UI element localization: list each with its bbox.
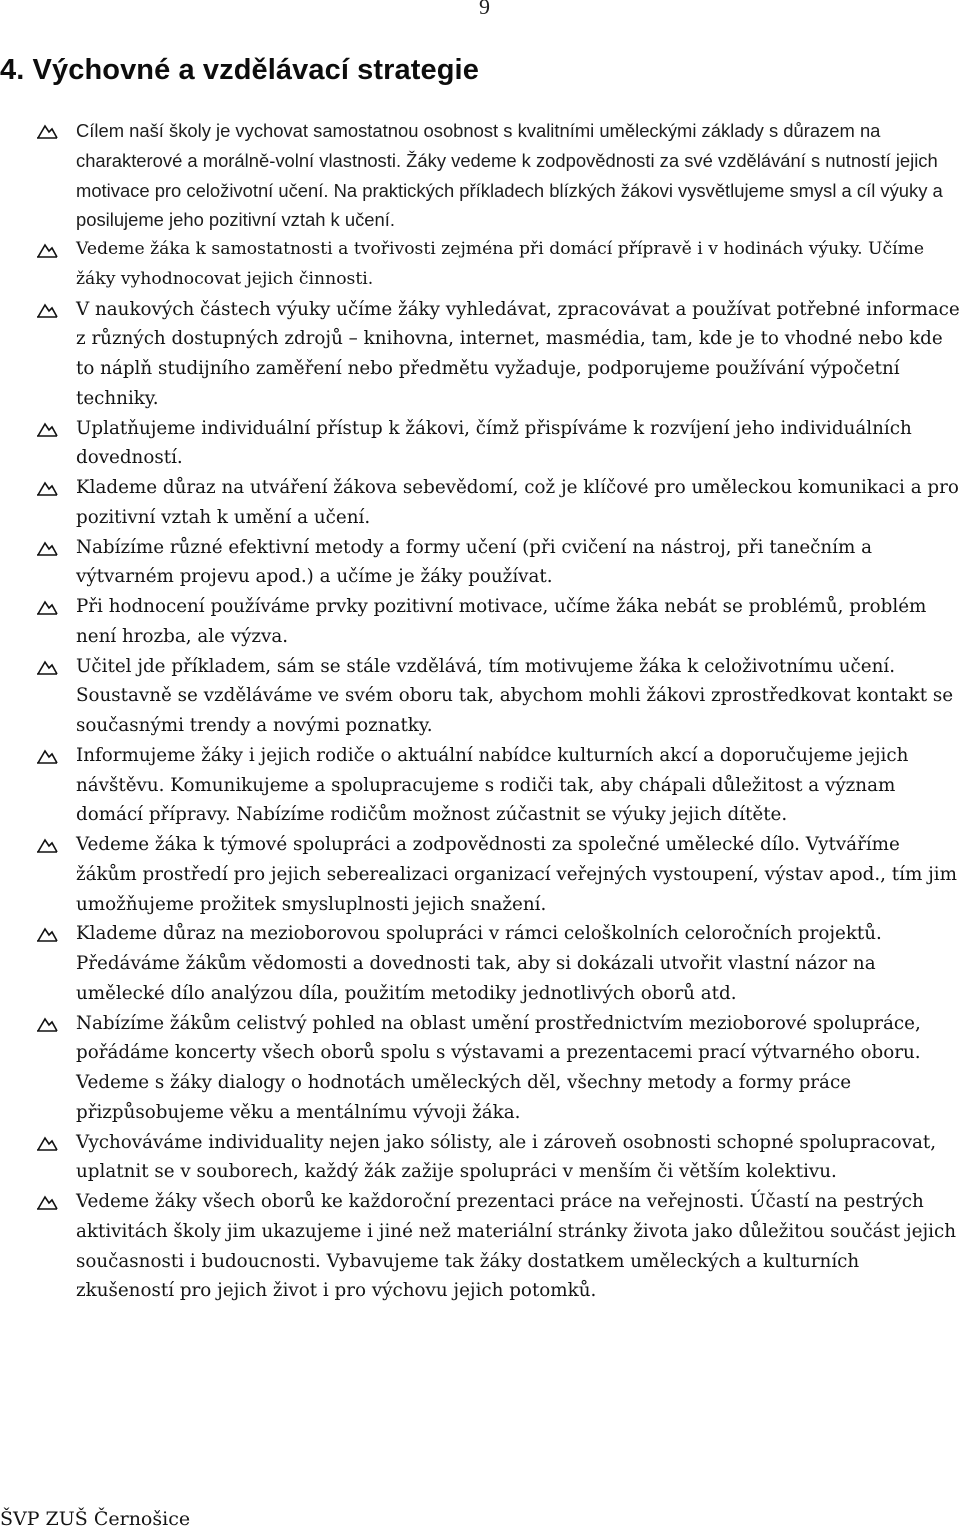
strategy-item [0, 1128, 960, 1188]
strategy-item [0, 116, 960, 235]
strategy-text: Nabízíme žákům celistvý pohled na oblast umění prostřednictvím mezioborové spolupráce, pořádáme koncerty všech oborů spolu s výstavami a prezentacemi prací výtvarného oboru. Vedeme s žáky dialogy o hodnotách uměleckých děl, všechny metody a formy práce přizpůsobujeme věku a mentálnímu vývoji žáka. [76, 1012, 921, 1123]
strategy-item [0, 830, 960, 919]
strategy-item [0, 235, 960, 295]
mountain-icon [36, 299, 58, 319]
strategy-text: Při hodnocení používáme prvky pozitivní motivace, učíme žáka nebát se problémů, problém není hrozba, ale výzva. [76, 596, 927, 647]
strategy-text: Klademe důraz na mezioborovou spolupráci v rámci celoškolních celoročních projektů. Předáváme žákům vědomosti a dovednosti tak, aby si dokázali utvořit vlastní názor na umělecké dílo analýzou díla, použitím metodiky jednotlivých oborů atd. [76, 923, 882, 1004]
page-number: 9 [479, 0, 490, 19]
section-heading: 4. Výchovné a vzdělávací strategie [0, 54, 479, 86]
mountain-icon [36, 239, 58, 259]
strategy-text: Vedeme žáky všech oborů ke každoroční prezentaci práce na veřejnosti. Účastí na pestrých aktivitách školy jim ukazujeme i jiné než materiální stránky života jako důležitou součást jejich současnosti i budoucnosti. Vybavujeme tak žáky dostatkem uměleckých a kulturních zkušeností pro jejich život i pro výchovu jejich potomků. [76, 1191, 957, 1302]
strategy-text: Vedeme žáka k týmové spolupráci a zodpovědnosti za společné umělecké dílo. Vytváříme žákům prostředí pro jejich seberealizaci organizací veřejných vystoupení, výstav apod., tím jim umožňujeme prožitek smysluplnosti jejich snažení. [76, 834, 957, 915]
strategy-item [0, 414, 960, 474]
strategy-item [0, 592, 960, 652]
mountain-icon [36, 834, 58, 854]
strategy-item [0, 741, 960, 830]
strategy-text: Učitel jde příkladem, sám se stále vzdělává, tím motivujeme žáka k celoživotnímu učení. Soustavně se vzděláváme ve svém oboru tak, abychom mohli žákovi zprostředkovat kontakt se současnými trendy a novými poznatky. [76, 655, 954, 736]
mountain-icon [36, 923, 58, 943]
mountain-icon [36, 1013, 58, 1033]
strategy-text: Nabízíme různé efektivní metody a formy učení (při cvičení na nástroj, při tanečním a výtvarném projevu apod.) a učíme je žáky používat. [76, 536, 873, 588]
mountain-icon [36, 656, 58, 676]
strategy-item [0, 473, 960, 533]
strategy-item [0, 1009, 960, 1128]
mountain-icon [36, 477, 58, 497]
strategy-text: Cílem naší školy je vychovat samostatnou osobnost s kvalitními uměleckými základy s důrazem na charakterové a morálně-volní vlastnosti. Žáky vedeme k zodpovědnosti za své vzdělávání s nutností jejich motivace pro celoživotní učení. Na praktických příkladech blízkých žákovi vysvětlujeme smysl a cíl výuky a posilujeme jeho pozitivní vztah k učení. [76, 120, 943, 231]
strategy-item [0, 919, 960, 1008]
strategy-text: Klademe důraz na utváření žákova sebevědomí, což je klíčové pro uměleckou komunikaci a pro pozitivní vztah k umění a učení. [76, 477, 959, 528]
strategy-text: Uplatňujeme individuální přístup k žákovi, čímž přispíváme k rozvíjení jeho individuálních dovedností. [76, 417, 912, 469]
mountain-icon [36, 596, 58, 616]
strategy-text: V naukových částech výuky učíme žáky vyhledávat, zpracovávat a používat potřebné informace z různých dostupných zdrojů – knihovna, internet, masmédia, tam, kde je to vhodné nebo kde to náplň studijního zaměření nebo předmětu vyžaduje, podporujeme používání výpočetní techniky. [76, 298, 960, 409]
mountain-icon [36, 745, 58, 765]
strategy-text: Vychováváme individuality nejen jako sólisty, ale i zároveň osobnosti schopné spolupracovat, uplatnit se v souborech, každý žák zažije spolupráci v menším či větším kolektivu. [76, 1131, 937, 1183]
strategy-list [0, 116, 960, 1306]
mountain-icon [36, 120, 58, 140]
strategy-item [0, 652, 960, 741]
mountain-icon [36, 1191, 58, 1211]
footer-school-name: ŠVP ZUŠ Černošice [0, 1508, 191, 1530]
mountain-icon [36, 418, 58, 438]
strategy-text: Informujeme žáky i jejich rodiče o aktuální nabídce kulturních akcí a doporučujeme jejich návštěvu. Komunikujeme a spolupracujeme s rodiči tak, aby chápali důležitost a význam domácí přípravy. Nabízíme rodičům možnost zúčastnit se výuky jejich dítěte. [76, 744, 909, 826]
strategy-text: Vedeme žáka k samostatnosti a tvořivosti zejména při domácí přípravě i v hodinách výuky. Učíme žáky vyhodnocovat jejich činnosti. [76, 239, 925, 289]
strategy-item [0, 1187, 960, 1306]
mountain-icon [36, 537, 58, 557]
strategy-item [0, 295, 960, 414]
mountain-icon [36, 1132, 58, 1152]
strategy-item [0, 533, 960, 593]
